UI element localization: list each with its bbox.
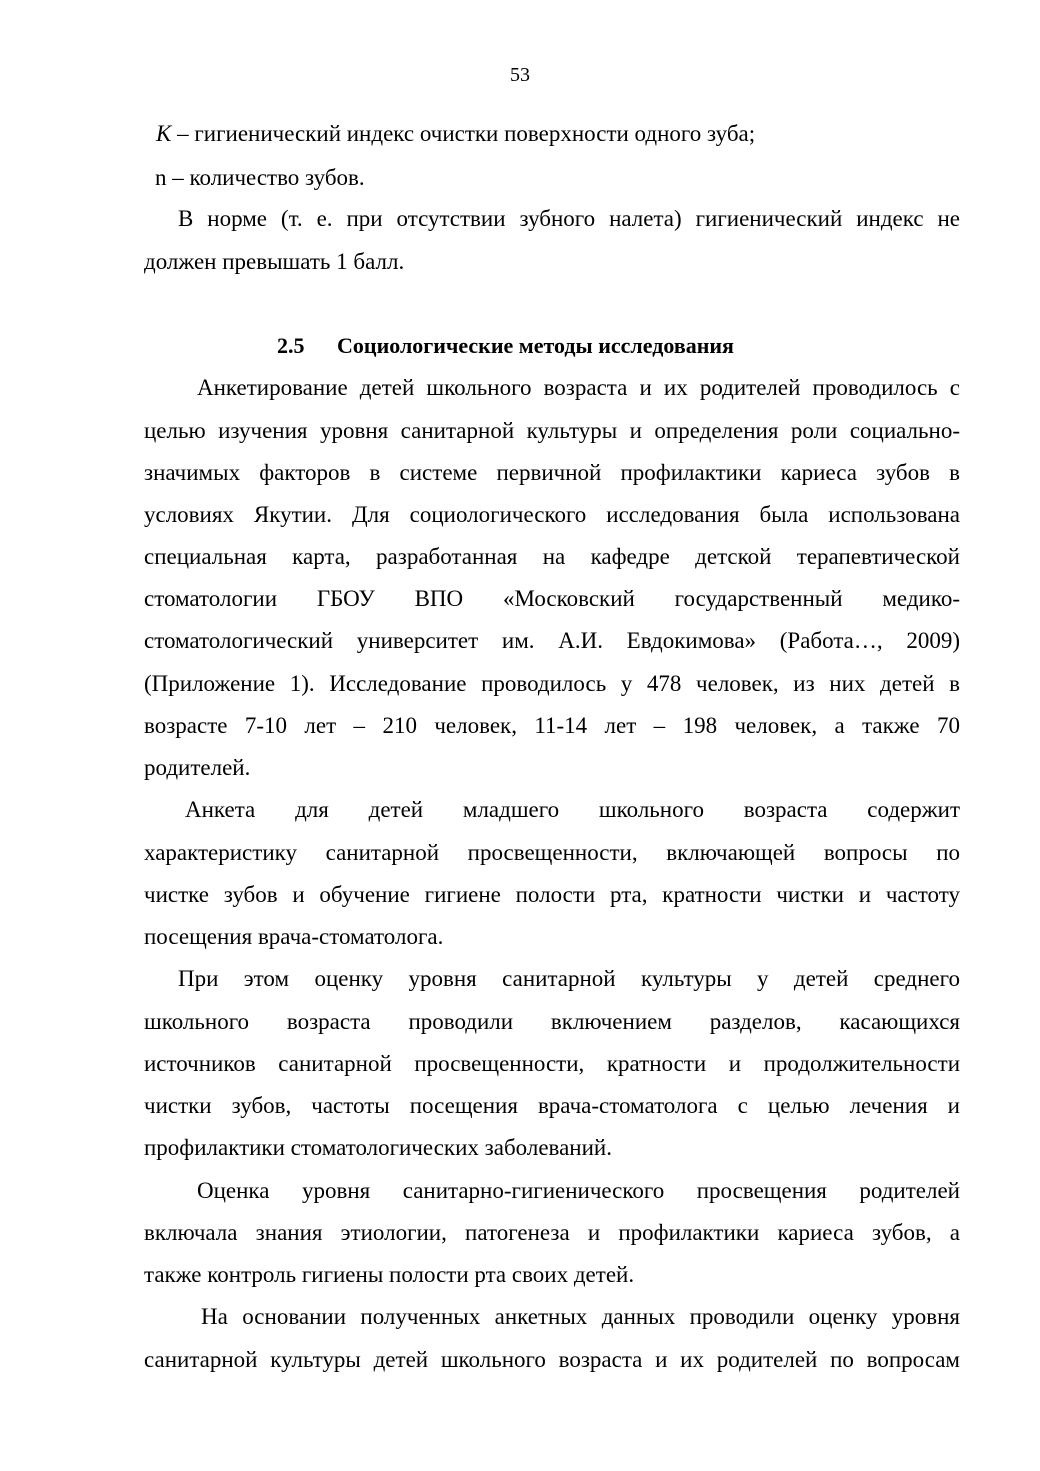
section-number: 2.5 — [277, 333, 305, 358]
paragraph-1-line: значимых факторов в системе первичной профилактики кариеса зубов в — [144, 460, 960, 485]
paragraph-2-line: чистке зубов и обучение гигиене полости рта, кратности чистки и частоту — [144, 882, 960, 907]
k-definition-text: – гигиенический индекс очистки поверхности одного зуба; — [171, 121, 756, 146]
k-symbol: K — [156, 121, 172, 146]
paragraph-5-line: На основании полученных анкетных данных проводили оценку уровня — [201, 1304, 960, 1329]
paragraph-3-line: профилактики стоматологических заболеваний. — [144, 1135, 612, 1160]
norm-paragraph-line: В норме (т. е. при отсутствии зубного налета) гигиенический индекс не — [178, 206, 960, 231]
paragraph-4-line: включала знания этиологии, патогенеза и профилактики кариеса зубов, а — [144, 1220, 960, 1245]
paragraph-1-line: (Приложение 1). Исследование проводилось у 478 человек, из них детей в — [144, 671, 960, 696]
definition-n: n – количество зубов. — [155, 165, 365, 190]
paragraph-3-line: чистки зубов, частоты посещения врача-стоматолога с целью лечения и — [144, 1093, 960, 1118]
paragraph-4-line: Оценка уровня санитарно-гигиенического просвещения родителей — [197, 1178, 960, 1203]
paragraph-5-line: санитарной культуры детей школьного возраста и их родителей по вопросам — [144, 1347, 960, 1372]
norm-paragraph-line: должен превышать 1 балл. — [144, 249, 405, 274]
paragraph-2-line: Анкета для детей младшего школьного возраста содержит — [185, 797, 960, 822]
paragraph-3-line: При этом оценку уровня санитарной культуры у детей среднего — [178, 966, 960, 991]
paragraph-1-line: возрасте 7-10 лет – 210 человек, 11-14 лет – 198 человек, а также 70 — [144, 713, 960, 738]
paragraph-1-line: целью изучения уровня санитарной культуры и определения роли социально- — [144, 418, 960, 443]
paragraph-1-line: Анкетирование детей школьного возраста и их родителей проводилось с — [197, 375, 960, 400]
paragraph-2-line: характеристику санитарной просвещенности, включающей вопросы по — [144, 840, 960, 865]
paragraph-4-line: также контроль гигиены полости рта своих детей. — [144, 1262, 635, 1287]
paragraph-3-line: школьного возраста проводили включением разделов, касающихся — [144, 1009, 960, 1034]
section-heading — [277, 331, 734, 361]
paragraph-2-line: посещения врача-стоматолога. — [144, 924, 444, 949]
definition-k — [156, 119, 755, 149]
paragraph-1-line: родителей. — [144, 755, 251, 780]
paragraph-1-line: стоматологический университет им. А.И. Евдокимова» (Работа…, 2009) — [144, 628, 960, 653]
section-title: Социологические методы исследования — [337, 333, 734, 358]
paragraph-1-line: стоматологии ГБОУ ВПО «Московский государственный медико- — [144, 586, 960, 611]
paragraph-3-line: источников санитарной просвещенности, кратности и продолжительности — [144, 1051, 960, 1076]
page-number: 53 — [510, 64, 530, 86]
paragraph-1-line: условиях Якутии. Для социологического исследования была использована — [144, 502, 960, 527]
paragraph-1-line: специальная карта, разработанная на кафедре детской терапевтической — [144, 544, 960, 569]
